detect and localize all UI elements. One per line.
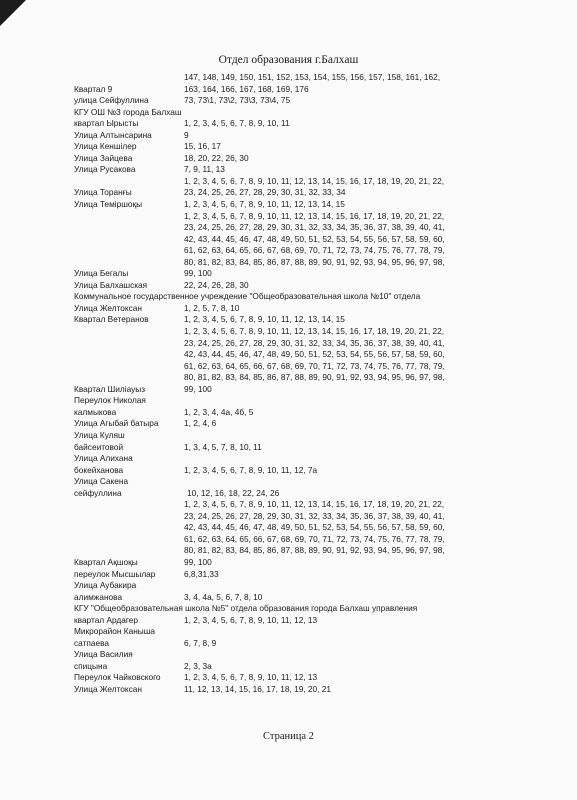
house-numbers: 1, 2, 5, 7, 8, 10 bbox=[184, 302, 240, 313]
house-numbers: 1, 2, 3, 4, 5, 6, 7, 8, 9, 10, 11, 12, 13 bbox=[184, 614, 318, 625]
street-name: сатпаева bbox=[74, 637, 110, 648]
table-row bbox=[74, 603, 568, 615]
table-row bbox=[74, 164, 568, 176]
house-numbers: 99, 100 bbox=[184, 556, 212, 567]
table-row bbox=[74, 384, 568, 396]
house-numbers: 80, 81, 82, 83, 84, 85, 86, 87, 88, 89, 90, 91, 92, 93, 94, 95, 96, 97, 98, bbox=[184, 256, 445, 267]
table-row bbox=[74, 176, 568, 188]
street-name: Улица Торанғы bbox=[74, 187, 132, 198]
table-row bbox=[74, 592, 568, 604]
house-numbers: 23, 24, 25, 26, 27, 28, 29, 30, 31, 32, 33, 34, 35, 36, 37, 38, 39, 40, 41, bbox=[184, 337, 445, 348]
table-row bbox=[74, 661, 568, 673]
section-heading: КГУ "Общеобразовательная школа №5" отдела образования города Балхаш управления bbox=[74, 603, 418, 614]
table-row bbox=[74, 615, 568, 627]
table-row bbox=[74, 476, 568, 488]
table-row bbox=[74, 361, 568, 373]
house-numbers: 1, 3, 4, 5, 7, 8, 10, 11 bbox=[184, 441, 262, 452]
table-row bbox=[74, 280, 568, 292]
page-title: Отдел образования г.Балхаш bbox=[218, 54, 359, 66]
house-numbers: 1, 2, 3, 4, 5, 6, 7, 8, 9, 10, 11, 12, 13, 14, 15, 16, 17, 18, 19, 20, 21, 22, bbox=[184, 326, 445, 337]
house-numbers: 163, 164, 166, 167, 168, 169, 176 bbox=[184, 83, 309, 94]
table-row bbox=[74, 499, 568, 511]
house-numbers: 2, 3, 3а bbox=[184, 660, 212, 671]
table-row bbox=[74, 395, 568, 407]
house-numbers: 1, 2, 3, 4, 5, 6, 7, 8, 9, 10, 11, 12, 13, 14, 15, 16, 17, 18, 19, 20, 21, 22, bbox=[184, 175, 445, 186]
house-numbers: 80, 81, 82, 83, 84, 85, 86, 87, 88, 89, 90, 91, 92, 93, 94, 95, 96, 97, 98, bbox=[184, 545, 445, 556]
table-row bbox=[74, 303, 568, 315]
table-row bbox=[74, 372, 568, 384]
street-name: Улица Бегалы bbox=[74, 268, 129, 279]
street-name: спицына bbox=[74, 660, 108, 671]
house-numbers: 22, 24, 26, 28, 30 bbox=[184, 279, 249, 290]
street-name: Улица Зайцева bbox=[74, 152, 133, 163]
house-numbers: 61, 62, 63, 64, 65, 66, 67, 68, 69, 70, 71, 72, 73, 74, 75, 76, 77, 78, 79, bbox=[184, 533, 445, 544]
street-name: сейфуллина bbox=[74, 487, 122, 498]
house-numbers: 1, 2, 3, 4, 5, 6, 7, 8, 9, 10, 11, 12, 13 bbox=[184, 672, 318, 683]
house-numbers: 61, 62, 63, 64, 65, 66, 67, 68, 69, 70, 71, 72, 73, 74, 75, 76, 77, 78, 79, bbox=[184, 245, 445, 256]
street-name: Квартал Ақшоқы bbox=[74, 556, 138, 567]
house-numbers: 99, 100 bbox=[184, 383, 212, 394]
table-row bbox=[74, 314, 568, 326]
table-row bbox=[74, 545, 568, 557]
table-row bbox=[74, 107, 568, 119]
street-name: квартал Ардагер bbox=[74, 614, 138, 625]
street-name: Квартал Ветеранов bbox=[74, 314, 149, 325]
street-name: Улица Василия bbox=[74, 649, 133, 660]
street-name: Улица Агыбай батыра bbox=[74, 418, 159, 429]
street-name: Улица Кеншiлер bbox=[74, 141, 137, 152]
street-name: Улица Алихана bbox=[74, 453, 133, 464]
street-name: Улица Желтоксан bbox=[74, 302, 142, 313]
section-heading: КГУ ОШ №3 города Балхаш bbox=[74, 106, 182, 117]
table-row bbox=[74, 418, 568, 430]
table-row bbox=[74, 453, 568, 465]
table-row bbox=[74, 84, 568, 96]
table-row bbox=[74, 95, 568, 107]
house-numbers: 61, 62, 63, 64, 65, 66, 67, 68, 69, 70, 71, 72, 73, 74, 75, 76, 77, 78, 79, bbox=[184, 360, 445, 371]
house-numbers: 42, 43, 44, 45, 46, 47, 48, 49, 50, 51, 52, 53, 54, 55, 56, 57, 58, 59, 60, bbox=[184, 349, 445, 360]
table-row bbox=[74, 626, 568, 638]
street-name: Улица Куляш bbox=[74, 429, 125, 440]
table-row bbox=[74, 465, 568, 477]
street-name: Переулок Николая bbox=[74, 395, 146, 406]
street-name: Улица Желтоксан bbox=[74, 683, 142, 694]
address-list bbox=[74, 72, 568, 696]
house-numbers: 1, 2, 3, 4, 5, 6, 7, 8, 9, 10, 11 bbox=[184, 118, 290, 129]
house-numbers: 7, 9, 11, 13 bbox=[184, 164, 225, 175]
house-numbers: 1, 2, 3, 4, 5, 6, 7, 8, 9, 10, 11, 12, 7а bbox=[184, 464, 318, 475]
street-name: Улица Темiршоқы bbox=[74, 199, 143, 210]
house-numbers: 11, 12, 13, 14, 15, 16, 17, 18, 19, 20, 21 bbox=[184, 683, 332, 694]
house-numbers: 18, 20, 22, 26, 30 bbox=[184, 152, 249, 163]
table-row bbox=[74, 141, 568, 153]
house-numbers: 1, 2, 3, 4, 5, 6, 7, 8, 9, 10, 11, 12, 13, 14, 15 bbox=[184, 314, 345, 325]
table-row bbox=[74, 511, 568, 523]
house-numbers: 1, 2, 3, 4, 5, 6, 7, 8, 9, 10, 11, 12, 13, 14, 15 bbox=[184, 199, 345, 210]
table-row bbox=[74, 534, 568, 546]
house-numbers: 15, 16, 17 bbox=[184, 141, 221, 152]
scan-corner-mark bbox=[0, 0, 26, 26]
table-row bbox=[74, 222, 568, 234]
table-row bbox=[74, 153, 568, 165]
house-numbers: 99, 100 bbox=[184, 268, 212, 279]
table-row bbox=[74, 118, 568, 130]
house-numbers: 6, 7, 8, 9 bbox=[184, 637, 217, 648]
table-row bbox=[74, 442, 568, 454]
table-row bbox=[74, 211, 568, 223]
table-row bbox=[74, 430, 568, 442]
street-name: Улица Алтынсарина bbox=[74, 129, 152, 140]
house-numbers: 10, 12, 16, 18, 22, 24, 26 bbox=[187, 487, 280, 498]
table-row bbox=[74, 638, 568, 650]
table-row bbox=[74, 245, 568, 257]
house-numbers: 23, 24, 25, 26, 27, 28, 29, 30, 31, 32, 33, 34, 35, 36, 37, 38, 39, 40, 41, bbox=[184, 222, 445, 233]
house-numbers: 73, 73\1, 73\2, 73\3, 73\4, 75 bbox=[184, 95, 291, 106]
table-row bbox=[74, 672, 568, 684]
house-numbers: 1, 2, 3, 4, 4а, 4б, 5 bbox=[184, 406, 254, 417]
street-name: алимжанова bbox=[74, 591, 123, 602]
house-numbers: 9 bbox=[184, 129, 189, 140]
table-row bbox=[74, 684, 568, 696]
table-row bbox=[74, 257, 568, 269]
street-name: Микрорайон Каныша bbox=[74, 626, 156, 637]
table-row bbox=[74, 234, 568, 246]
street-name: бокейханова bbox=[74, 464, 124, 475]
street-name: байсеитовой bbox=[74, 441, 124, 452]
house-numbers: 6,8,31,33 bbox=[184, 568, 219, 579]
street-name: переулок Мысшылар bbox=[74, 568, 156, 579]
table-row bbox=[74, 569, 568, 581]
section-heading: Коммунальное государственное учреждение "Общеобразовательная школа №10" отдела bbox=[74, 291, 421, 302]
table-row bbox=[74, 580, 568, 592]
house-numbers: 23, 24, 25, 26, 27, 28, 29, 30, 31, 32, 33, 34 bbox=[184, 187, 346, 198]
street-name: Улица Сакена bbox=[74, 476, 129, 487]
street-name: калмыкова bbox=[74, 406, 117, 417]
house-numbers: 1, 2, 3, 4, 5, 6, 7, 8, 9, 10, 11, 12, 13, 14, 15, 16, 17, 18, 19, 20, 21, 22, bbox=[184, 499, 445, 510]
table-row bbox=[74, 557, 568, 569]
table-row bbox=[74, 338, 568, 350]
house-numbers: 42, 43, 44, 45, 46, 47, 48, 49, 50, 51, 52, 53, 54, 55, 56, 57, 58, 59, 60, bbox=[184, 233, 445, 244]
table-row bbox=[74, 72, 568, 84]
street-name: Улица Балхашская bbox=[74, 279, 148, 290]
house-numbers: 3, 4, 4а, 5, 6, 7, 8, 10 bbox=[184, 591, 263, 602]
table-row bbox=[74, 291, 568, 303]
house-numbers: 1, 2, 4, 6 bbox=[184, 418, 217, 429]
house-numbers: 147, 148, 149, 150, 151, 152, 153, 154, 155, 156, 157, 158, 161, 162, bbox=[184, 72, 441, 82]
table-row bbox=[74, 187, 568, 199]
table-row bbox=[74, 199, 568, 211]
street-name: Улица Аубакира bbox=[74, 580, 137, 591]
street-name: Переулок Чайковского bbox=[74, 672, 161, 683]
house-numbers: 1, 2, 3, 4, 5, 6, 7, 8, 9, 10, 11, 12, 13, 14, 15, 16, 17, 18, 19, 20, 21, 22, bbox=[184, 210, 445, 221]
table-row bbox=[74, 407, 568, 419]
street-name: улица Сейфуллина bbox=[74, 95, 149, 106]
table-row bbox=[74, 488, 568, 500]
table-row bbox=[74, 349, 568, 361]
street-name: квартал Ырысты bbox=[74, 118, 139, 129]
table-row bbox=[74, 326, 568, 338]
table-row bbox=[74, 522, 568, 534]
street-name: Квартал 9 bbox=[74, 83, 113, 94]
house-numbers: 23, 24, 25, 26, 27, 28, 29, 30, 31, 32, 33, 34, 35, 36, 37, 38, 39, 40, 41, bbox=[184, 510, 445, 521]
street-name: Квартал Шилiауыз bbox=[74, 383, 146, 394]
house-numbers: 42, 43, 44, 45, 46, 47, 48, 49, 50, 51, 52, 53, 54, 55, 56, 57, 58, 59, 60, bbox=[184, 522, 445, 533]
house-numbers: 80, 81, 82, 83, 84, 85, 86, 87, 88, 89, 90, 91, 92, 93, 94, 95, 96, 97, 98, bbox=[184, 372, 445, 383]
table-row bbox=[74, 649, 568, 661]
street-name: Улица Русакова bbox=[74, 164, 136, 175]
page-number: Страница 2 bbox=[263, 731, 314, 742]
table-row bbox=[74, 268, 568, 280]
table-row bbox=[74, 130, 568, 142]
